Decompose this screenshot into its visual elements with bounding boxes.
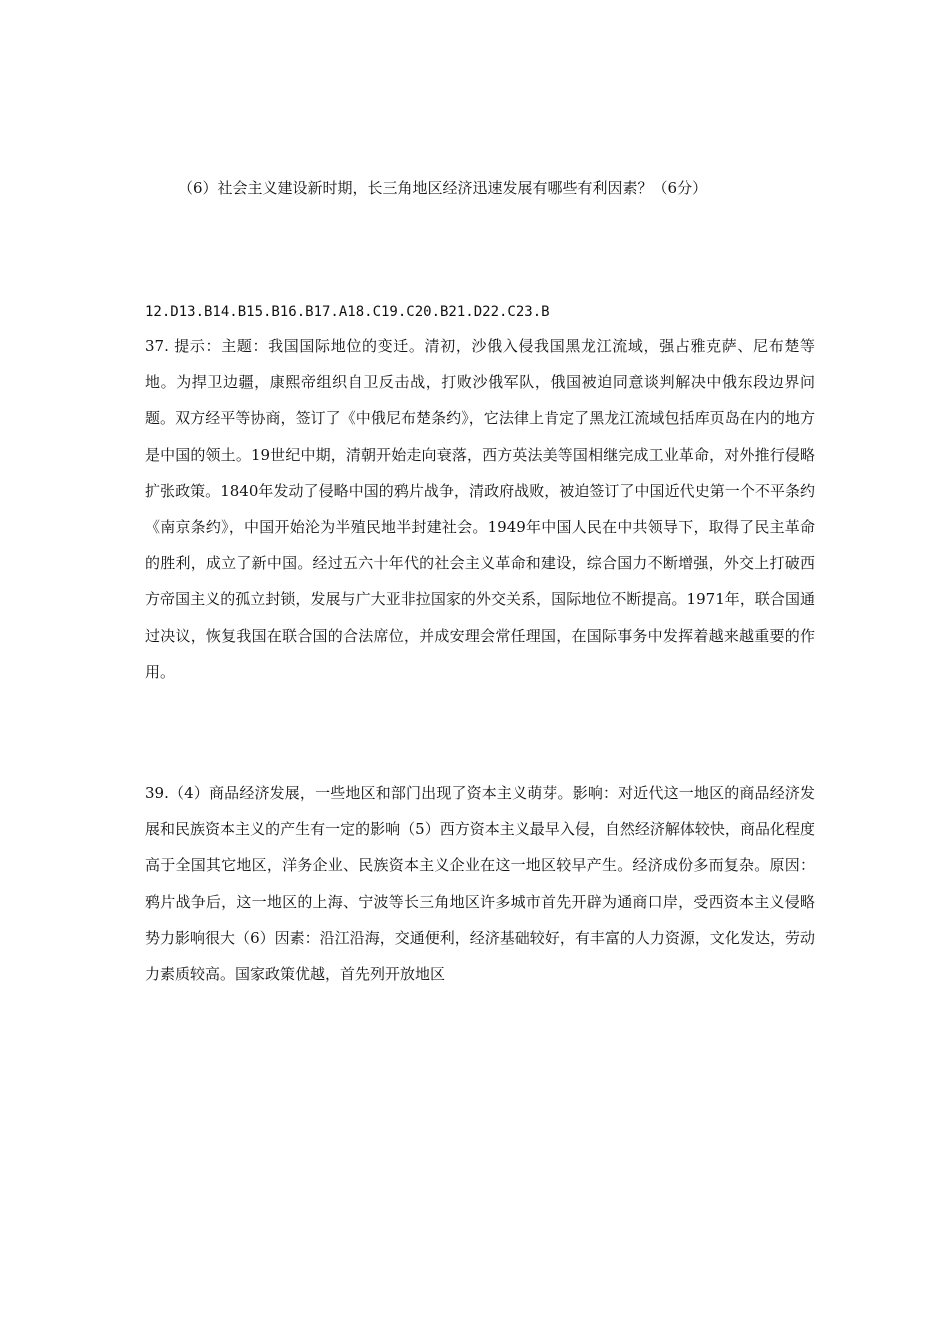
answer-39-paragraph: 39.（4）商品经济发展，一些地区和部门出现了资本主义萌芽。影响：对近代这一地区的商品经济发展和民族资本主义的产生有一定的影响（5）西方资本主义最早入侵，自然经济解体较快，商品化程度高于全国其它地区，洋务企业、民族资本主义企业在这一地区较早产生。经济成份多而复杂。原因：鸦片战争后，这一地区的上海、宁波等长三角地区许多城市首先开辟为通商口岸，受西资本主义侵略势力影响很大（6）因素：沿江沿海，交通便利，经济基础较好，有丰富的人力资源，文化发达，劳动力素质较高。国家政策优越，首先列开放地区 [145,784,815,984]
question-6-text: （6）社会主义建设新时期，长三角地区经济迅速发展有哪些有利因素？（6分） [178,179,708,197]
multiple-choice-answers: 12.D13.B14.B15.B16.B17.A18.C19.C20.B21.D22.C23.B [145,304,550,320]
answer-37-paragraph: 37. 提示：主题：我国国际地位的变迁。清初，沙俄入侵我国黑龙江流域，强占雅克萨、尼布楚等地。为捍卫边疆，康熙帝组织自卫反击战，打败沙俄军队，俄国被迫同意谈判解决中俄东段边界问题。双方经平等协商，签订了《中俄尼布楚条约》，它法律上肯定了黑龙江流域包括库页岛在内的地方是中国的领土。19世纪中期，清朝开始走向衰落，西方英法美等国相继完成工业革命，对外推行侵略扩张政策。1840年发动了侵略中国的鸦片战争，清政府战败，被迫签订了中国近代史第一个不平条约《南京条约》，中国开始沦为半殖民地半封建社会。1949年中国人民在中共领导下，取得了民主革命的胜利，成立了新中国。经过五六十年代的社会主义革命和建设，综合国力不断增强，外交上打破西方帝国主义的孤立封锁，发展与广大亚非拉国家的外交关系，国际地位不断提高。1971年，联合国通过决议，恢复我国在联合国的合法席位，并成安理会常任理国，在国际事务中发挥着越来越重要的作用。 [145,337,815,681]
